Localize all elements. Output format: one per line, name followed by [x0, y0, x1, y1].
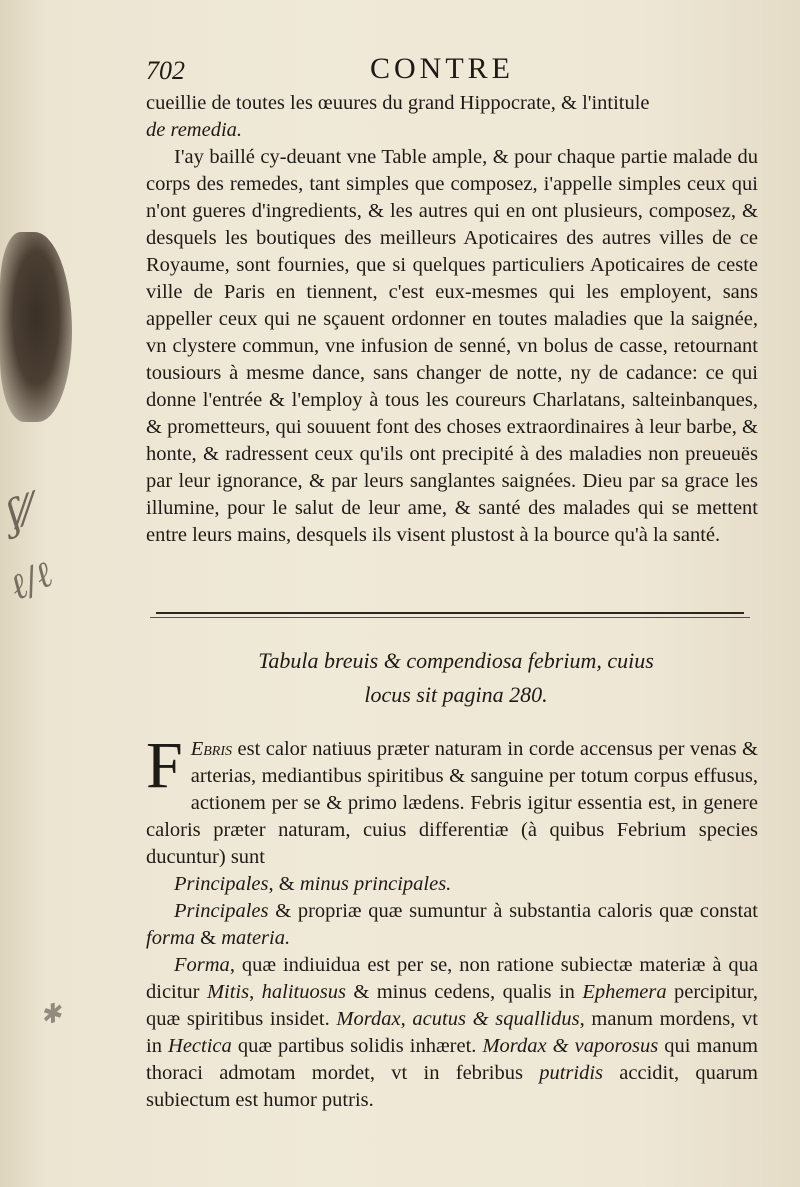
- febris-word: Ebris: [190, 738, 233, 760]
- latin-paragraph-3: Forma, quæ indiuidua est per se, non ratione subiectæ materiæ à qua dicitur Mitis, halituosus & minus cedens, qualis in Ephemera percipitur, quæ spiritibus insidet. Mordax, acutus & squallidus, manum mordens, vt in Hectica quæ partibus solidis inhæret. Mordax & vaporosus qui manum thoraci admotam mordet, vt in febribus putridis accidit, quarum subiectum est humor putris.: [146, 954, 759, 1111]
- divider-rule-thin: [150, 617, 750, 618]
- latin-title-line-2: locus sit pagina 280.: [364, 682, 548, 707]
- latin-section-title: [146, 644, 766, 712]
- ink-stain: [0, 232, 72, 422]
- latin-title-line-1: Tabula breuis & compendiosa febrium, cuius: [258, 648, 654, 673]
- divider-rule: [156, 612, 744, 614]
- running-title: CONTRE: [370, 52, 514, 85]
- margin-scribble: ʃ⁄⁄: [0, 487, 40, 539]
- margin-scribble-3: ✱: [36, 997, 66, 1033]
- margin-scribble-2: ℓ∕ℓ: [3, 553, 60, 609]
- page-number: 702: [146, 56, 185, 85]
- latin-text-block: [146, 729, 759, 1114]
- latin-paragraph-1: F Ebris est calor natiuus præter naturam in corde accensus per venas & arterias, mediantibus spiritibus & sanguine per totum corpus effusus, actionem per se & primo lædens. Febris igitur essentia est, in genere caloris præter naturam, cuius differentiæ (à quibus Febrium species ducuntur) sunt: [146, 729, 758, 868]
- french-paragraph: I'ay baillé cy-deuant vne Table ample, & pour chaque partie malade du corps des remedes, tant simples que composez, i'appelle simples ceux qui n'ont gueres d'ingredients, & les autres qui en ont plusieurs, composez, & desquels les boutiques des meilleurs Apoticaires des autres villes de ce Royaume, sont fournies, que si quelques particuliers Apoticaires de ceste ville de Paris en tiennent, c'est eux-mesmes qui les employent, sans appeller ceux qui ne sçauent ordonner en toutes maladies que la saignée, vn clystere commun, vne infusion de senné, vn bolus de casse, retournant tousiours à mesme dance, sans changer de notte, ny de cadance: ce qui donne l'entrée & l'employ à tous les coureurs Charlatans, salteinbanques, & prometteurs, qui souuent font des choses extraordinaires à leur barbe, & honte, & radressent ceux qu'ils ont precipité à des maladies non preueuës par leur ignorance, & par leurs sanglantes saignées. Dieu par sa grace les illumine, pour le salut de leur ame, & santé des malades qui se mettent entre leurs mains, desquels ils visent plustost à la bource qu'à la santé.: [146, 146, 758, 546]
- drop-capital: F: [146, 729, 183, 802]
- page-header: [140, 50, 760, 90]
- continued-line: cueillie de toutes les œuures du grand Hippocrate, & l'intitule: [146, 92, 650, 114]
- latin-principales-line: Principales, & minus principales.: [174, 873, 452, 895]
- french-text-block: [146, 90, 758, 549]
- continued-line-italic: de remedia.: [146, 119, 243, 141]
- latin-paragraph-2: Principales & propriæ quæ sumuntur à substantia caloris quæ constat forma & materia.: [146, 900, 758, 949]
